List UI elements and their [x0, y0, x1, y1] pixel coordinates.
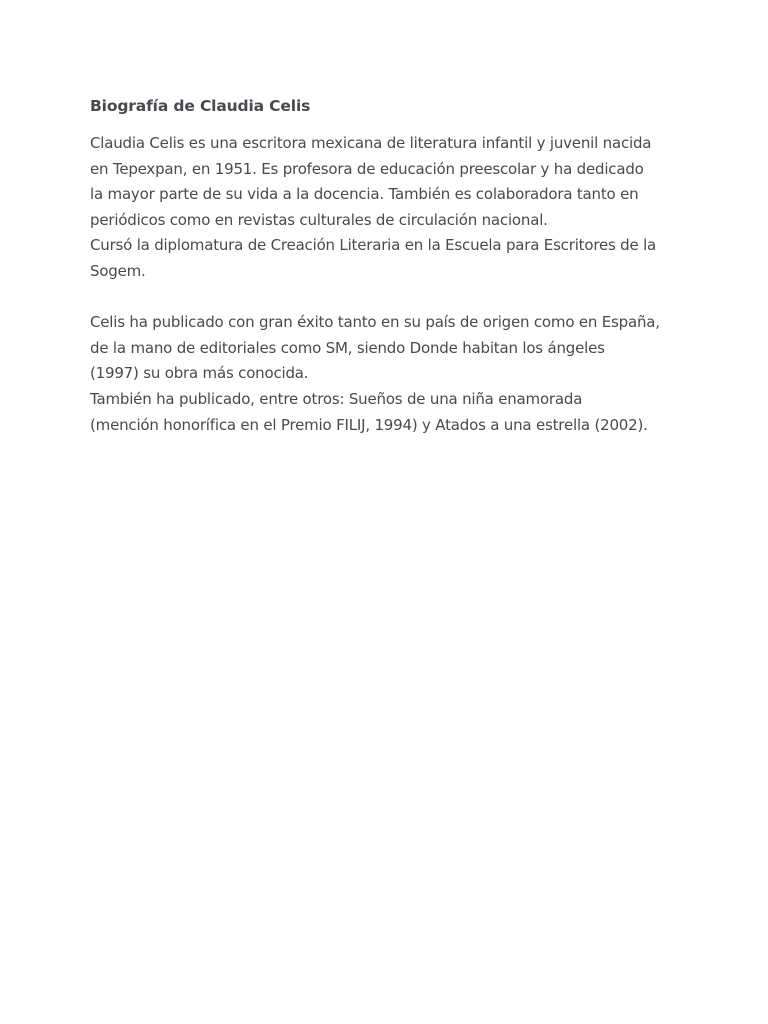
text-line: periódicos como en revistas culturales de circulación nacional. [90, 210, 548, 229]
text-line: de la mano de editoriales como SM, siendo Donde habitan los ángeles [90, 338, 605, 357]
biography-paragraph-2 [90, 310, 690, 438]
text-line: (1997) su obra más conocida. [90, 364, 309, 383]
text-line: Celis ha publicado con gran éxito tanto en su país de origen como en España, [90, 313, 660, 332]
text-line: Claudia Celis es una escritora mexicana de literatura infantil y juvenil nacida [90, 134, 652, 152]
text-line: (mención honorífica en el Premio FILIJ, 1994) y Atados a una estrella (2002). [90, 415, 648, 434]
biography-paragraph-1 [90, 131, 690, 285]
text-line: Cursó la diplomatura de Creación Literaria en la Escuela para Escritores de la [90, 236, 657, 255]
text-line: También ha publicado, entre otros: Sueños de una niña enamorada [90, 389, 583, 408]
text-line: la mayor parte de su vida a la docencia. También es colaboradora tanto en [90, 185, 639, 204]
text-line: Sogem. [90, 261, 146, 280]
paragraph-spacer [90, 285, 690, 311]
page-title: Biografía de Claudia Celis [90, 97, 311, 115]
text-line: en Tepexpan, en 1951. Es profesora de educación preescolar y ha dedicado [90, 159, 644, 178]
document-body [90, 94, 690, 438]
